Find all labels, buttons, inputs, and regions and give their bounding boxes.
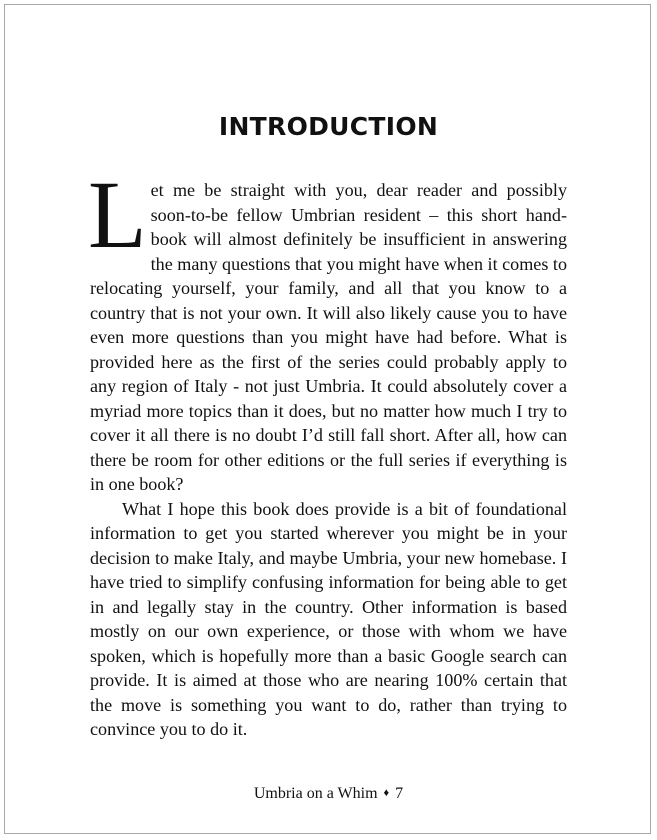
footer-book-title: Umbria on a Whim xyxy=(253,785,378,802)
page-number: 7 xyxy=(395,785,404,802)
body-text xyxy=(88,161,567,742)
chapter-title: INTRODUCTION xyxy=(218,112,439,141)
paragraph-1-text: et me be straight with you, dear reader and possibly soon-to-be fellow Umbrian resident – this short handbook will almost definitely be insufficient in answering the many questions that you might have when it comes to relocating yourself, your family, and all that you know to a country that is not your own. It will also likely cause you to have even more questions than you might have had before. What is provided here as the first of the series could probably apply to any region of Italy - not just Umbria. It could absolutely cover a myriad more topics than it does, but no matter how much I try to cover it all there is no doubt I’d still fall short. After all, how can there be room for other editions or the full series if everything is in one book? xyxy=(90,180,567,494)
diamond-separator-icon: ♦ xyxy=(383,787,390,799)
page-footer xyxy=(0,785,657,803)
drop-cap: L xyxy=(88,161,147,268)
paragraph-1 xyxy=(88,161,567,497)
paragraph-2: What I hope this book does provide is a bit of foundational information to get you started wherever you might be in your decision to make Italy, and maybe Umbria, your new homebase. I have tried to simplify confusing information for being able to get in and legally stay in the country. Other information is based mostly on our own experience, or those with whom we have spoken, which is hopefully more than a basic Google search can provide. It is aimed at those who are nearing 100% certain that the move is something you want to do, rather than trying to convince you to do it. xyxy=(90,498,567,739)
